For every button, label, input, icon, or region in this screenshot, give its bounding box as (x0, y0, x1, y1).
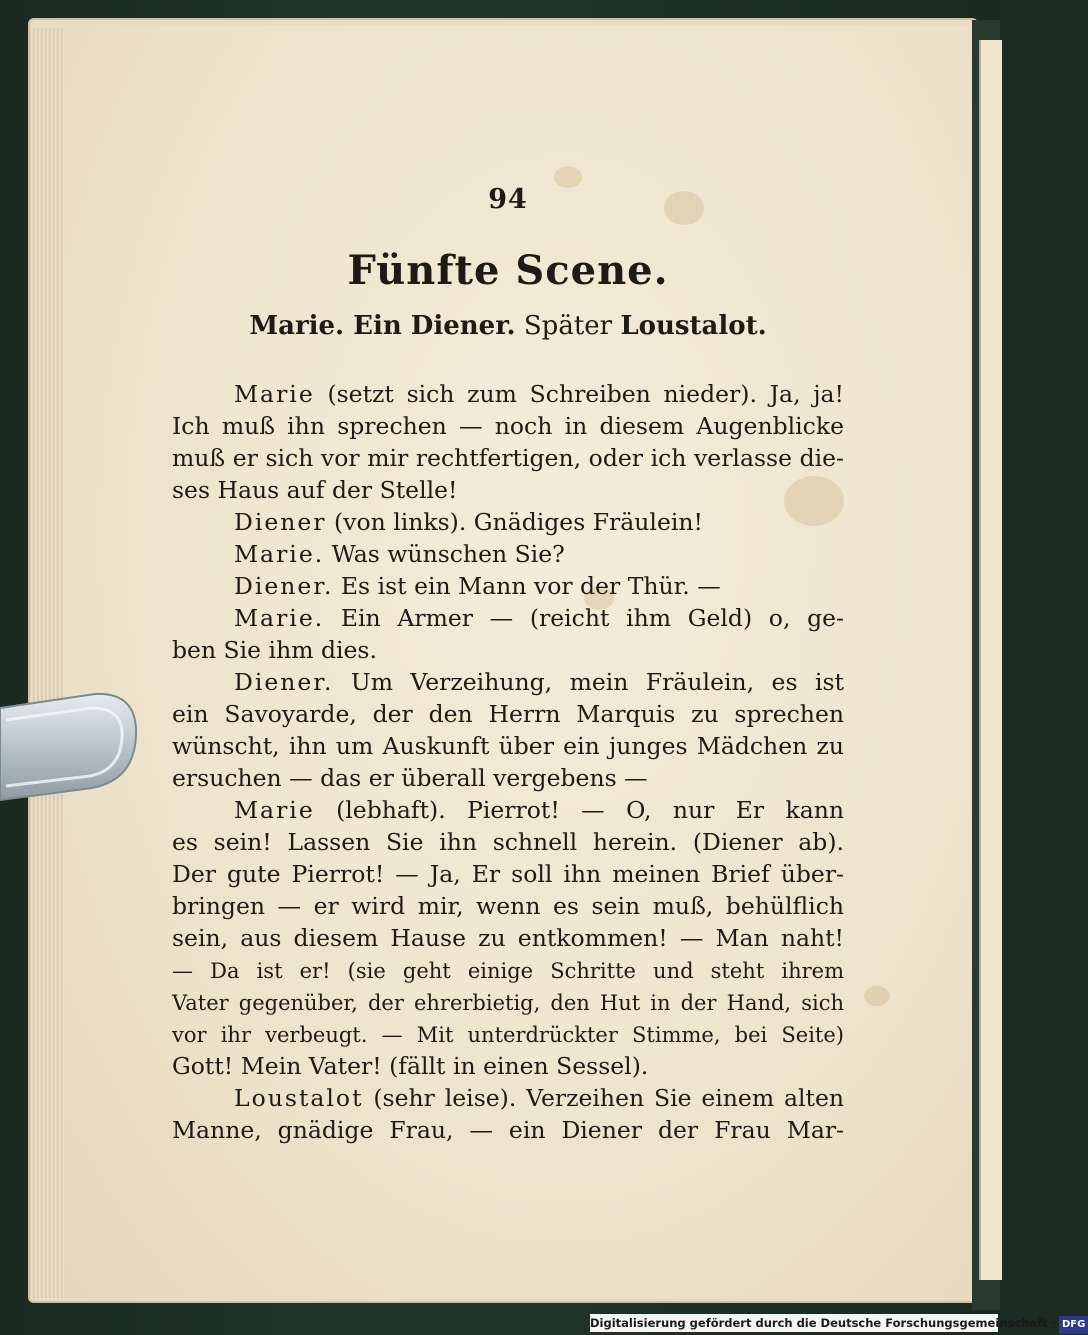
line-text: (sehr leise). Verzeihen Sie einem alten (363, 1084, 844, 1112)
text-line (172, 986, 844, 1018)
line-text: Es ist ein Mann vor der Thür. — (333, 572, 721, 600)
line-text: ses Haus auf der Stelle! (172, 476, 458, 504)
line-text: Gott! Mein Vater! (fällt in einen Sessel). (172, 1052, 649, 1080)
text-line (172, 1018, 844, 1050)
speaker-name: Loustalot (234, 1084, 364, 1112)
line-text: (setzt sich zum Schreiben nieder). Ja, ja! (314, 380, 844, 408)
line-text: wünscht, ihn um Auskunft über ein junges Mädchen zu (172, 732, 844, 760)
line-text: (von links). Gnädiges Fräulein! (326, 508, 703, 536)
line-text: Ein Armer — (reicht ihm Geld) o, ge- (324, 604, 844, 632)
line-text: sein, aus diesem Hause zu entkommen! — Man naht! (172, 924, 844, 952)
text-line (172, 954, 844, 986)
speaker-name: Diener. (234, 572, 334, 600)
text-line (172, 922, 844, 954)
line-text: (lebhaft). Pierrot! — O, nur Er kann (314, 796, 844, 824)
line-text: ben Sie ihm dies. (172, 636, 377, 664)
line-text: Ich muß ihn sprechen — noch in diesem Augenblicke (172, 412, 844, 440)
text-line (172, 1050, 844, 1082)
digitization-credit (590, 1314, 1086, 1332)
speaker-name: Marie (234, 796, 315, 824)
text-line (172, 794, 844, 826)
characters-later: Loustalot. (620, 311, 767, 341)
line-text: — Da ist er! (sie geht einige Schritte und steht ihrem (172, 959, 844, 983)
text-line (172, 410, 844, 442)
characters-present: Marie. Ein Diener. (249, 311, 516, 341)
scene-title: Fünfte Scene. (347, 247, 669, 294)
text-line (172, 1082, 844, 1114)
line-text: bringen — er wird mir, wenn es sein muß, behülflich (172, 892, 844, 920)
characters-later-label: Später (523, 311, 613, 341)
line-text: Der gute Pierrot! — Ja, Er soll ihn meinen Brief über- (172, 860, 844, 888)
text-line (172, 890, 844, 922)
character-list (172, 311, 844, 341)
credit-text: Digitalisierung gefördert durch die Deutsche Forschungsgemeinschaft · (590, 1316, 1056, 1330)
line-text: muß er sich vor mir rechtfertigen, oder ich verlasse die- (172, 444, 844, 472)
text-line (172, 762, 844, 794)
speaker-name: Diener. (234, 668, 334, 696)
text-line (172, 570, 844, 602)
page-text (172, 0, 844, 1335)
text-line (172, 1114, 844, 1146)
speaker-name: Diener (234, 508, 327, 536)
line-text: Was wünschen Sie? (324, 540, 565, 568)
text-line (172, 730, 844, 762)
text-line (172, 474, 844, 506)
line-text: Vater gegenüber, der ehrerbietig, den Hut in der Hand, sich (172, 991, 844, 1015)
foxing-spot (864, 986, 890, 1006)
line-text: Um Verzeihung, mein Fräulein, es ist (333, 668, 844, 696)
text-line (172, 506, 844, 538)
text-line (172, 858, 844, 890)
text-line (172, 666, 844, 698)
text-line (172, 378, 844, 410)
facing-page-edge (979, 40, 1002, 1280)
text-line (172, 698, 844, 730)
speaker-name: Marie. (234, 604, 325, 632)
text-line (172, 826, 844, 858)
line-text: ein Savoyarde, der den Herrn Marquis zu sprechen (172, 700, 844, 728)
page-number: 94 (488, 184, 528, 215)
text-line (172, 634, 844, 666)
text-line (172, 602, 844, 634)
text-line (172, 538, 844, 570)
page-edges (30, 28, 64, 1298)
speaker-name: Marie (234, 380, 315, 408)
page-clip-icon (0, 688, 140, 806)
dfg-logo: DFG (1059, 1316, 1088, 1334)
line-text: Manne, gnädige Frau, — ein Diener der Frau Mar- (172, 1116, 844, 1144)
speaker-name: Marie. (234, 540, 325, 568)
line-text: vor ihr verbeugt. — Mit unterdrückter Stimme, bei Seite) (172, 1023, 844, 1047)
line-text: ersuchen — das er überall vergebens — (172, 764, 648, 792)
text-line (172, 442, 844, 474)
line-text: es sein! Lassen Sie ihn schnell herein. (Diener ab). (172, 828, 844, 856)
